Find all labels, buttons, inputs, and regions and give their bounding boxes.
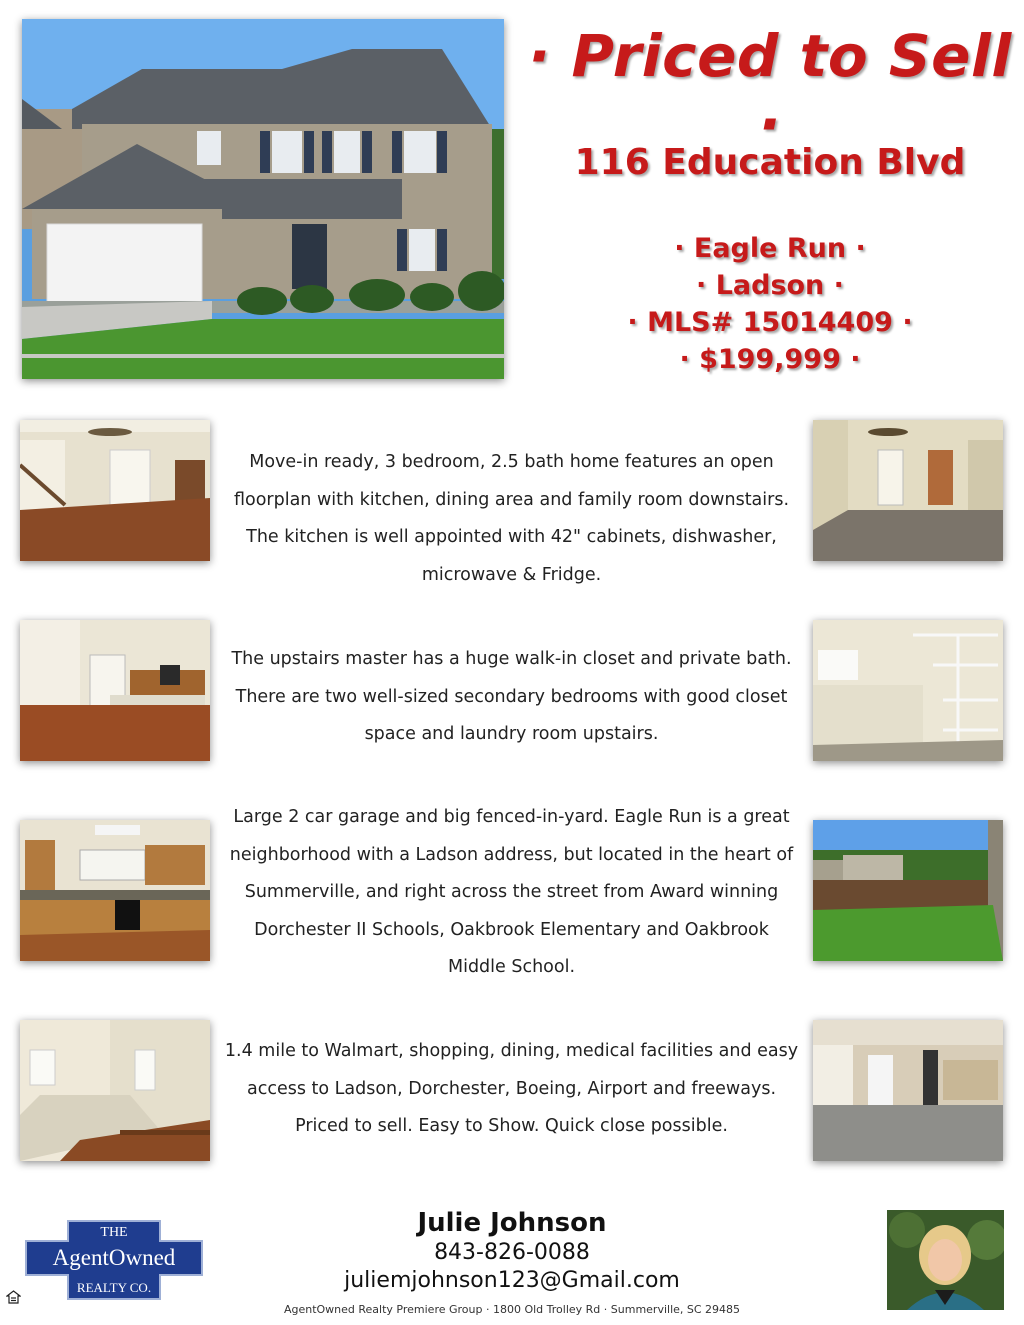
description-paragraph: 1.4 mile to Walmart, shopping, dining, medical facilities and easy access to Ladson, Dorchester, Boeing, Airport and freeways. Priced to sell. Easy to Show. Quick close possible. xyxy=(224,1041,799,1136)
agent-phone: 843-826-0088 xyxy=(434,1240,590,1265)
living-room-stairs-photo xyxy=(20,420,210,561)
agent-name: Julie Johnson xyxy=(417,1208,607,1238)
living-dining-area-photo xyxy=(20,620,210,761)
description-paragraph: Large 2 car garage and big fenced-in-yard. Eagle Run is a great neighborhood with a Ladson address, but located in the heart of Summerville, and right across the street from Award winning Dorchester II Schools, Oakbrook Elementary and Oakbrook Middle School. xyxy=(229,807,794,977)
agentowned-logo xyxy=(24,1219,204,1301)
upstairs-loft-photo xyxy=(20,1020,210,1161)
subdivision-name: · Eagle Run · xyxy=(674,233,866,264)
garage-photo xyxy=(813,1020,1003,1161)
bedroom-photo xyxy=(813,420,1003,561)
description-paragraph: Move-in ready, 3 bedroom, 2.5 bath home features an open floorplan with kitchen, dining area and family room downstairs. The kitchen is well appointed with 42" cabinets, dishwasher, microwave & Fridge. xyxy=(233,452,790,585)
tagline-heading: · Priced to Sell · xyxy=(528,22,1012,158)
house-exterior-photo xyxy=(22,19,504,379)
kitchen-photo xyxy=(20,820,210,961)
logo-line3: REALTY CO. xyxy=(76,1280,152,1295)
logo-line2: AgentOwned xyxy=(52,1245,176,1270)
listing-price: · $199,999 · xyxy=(679,344,861,375)
logo-line1: THE xyxy=(100,1225,128,1240)
brokerage-address: AgentOwned Realty Premiere Group · 1800 Old Trolley Rd · Summerville, SC 29485 xyxy=(283,1303,741,1316)
mls-number: · MLS# 15014409 · xyxy=(627,307,913,338)
walk-in-closet-photo xyxy=(813,620,1003,761)
backyard-photo xyxy=(813,820,1003,961)
description-paragraph: The upstairs master has a huge walk-in closet and private bath. There are two well-sized secondary bedrooms with good closet space and laundry room upstairs. xyxy=(231,649,792,744)
city-name: · Ladson · xyxy=(696,270,844,301)
agent-email: juliemjohnson123@Gmail.com xyxy=(344,1268,680,1293)
agent-portrait-photo xyxy=(887,1210,1004,1310)
equal-housing-icon xyxy=(6,1290,21,1305)
property-address: 116 Education Blvd xyxy=(574,142,966,183)
